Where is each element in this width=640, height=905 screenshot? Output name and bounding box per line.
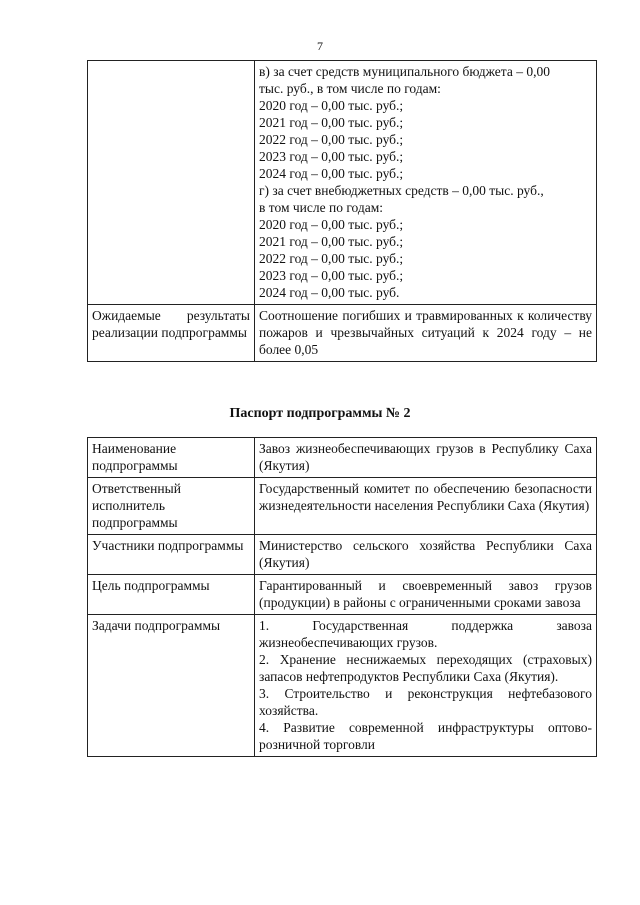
funding-line: 2024 год – 0,00 тыс. руб.; <box>259 166 404 181</box>
results-value: Соотношение погибших и травмированных к количеству пожаров и чрезвычайных ситуаций к 2024 году – не более 0,05 <box>255 305 597 362</box>
funding-line: 2023 год – 0,00 тыс. руб.; <box>259 149 404 164</box>
funding-line: 2022 год – 0,00 тыс. руб.; <box>259 251 404 266</box>
task-item: 4. Развитие современной инфраструктуры оптово-розничной торговли <box>259 720 592 752</box>
table-row <box>88 478 597 535</box>
section-heading: Паспорт подпрограммы № 2 <box>229 406 411 421</box>
funding-line: тыс. руб., в том числе по годам: <box>259 81 441 96</box>
funding-line: г) за счет внебюджетных средств – 0,00 тыс. руб., <box>259 183 544 198</box>
funding-line: 2021 год – 0,00 тыс. руб.; <box>259 234 404 249</box>
page-number: 7 <box>317 39 323 53</box>
funding-line: в том числе по годам: <box>259 200 384 215</box>
funding-line: в) за счет средств муниципального бюджета – 0,00 <box>259 64 550 79</box>
funding-line: 2020 год – 0,00 тыс. руб.; <box>259 217 404 232</box>
row-value: Гарантированный и своевременный завоз грузов (продукции) в районы с ограниченными сроками завоза <box>255 575 597 615</box>
funding-line: 2021 год – 0,00 тыс. руб.; <box>259 115 404 130</box>
row-value: Министерство сельского хозяйства Республики Саха (Якутия) <box>255 535 597 575</box>
funding-line: 2024 год – 0,00 тыс. руб. <box>259 285 400 300</box>
funding-label-cell <box>88 61 255 305</box>
funding-line: 2020 год – 0,00 тыс. руб.; <box>259 98 404 113</box>
row-label: Цель подпрограммы <box>88 575 255 615</box>
task-item: 2. Хранение неснижаемых переходящих (страховых) запасов нефтепродуктов Республики Саха (Якутия). <box>259 652 592 684</box>
task-item: 3. Строительство и реконструкция нефтебазового хозяйства. <box>259 686 592 718</box>
funding-line: 2022 год – 0,00 тыс. руб.; <box>259 132 404 147</box>
table-row <box>88 615 597 757</box>
tasks-cell <box>255 615 597 757</box>
row-label: Ответственный исполнитель подпрограммы <box>88 478 255 535</box>
task-item: 1. Государственная поддержка завоза жизнеобеспечивающих грузов. <box>259 618 592 650</box>
tasks-label: Задачи подпрограммы <box>88 615 255 757</box>
table-row <box>88 438 597 478</box>
table-row <box>88 535 597 575</box>
funding-cell <box>255 61 597 305</box>
table-row <box>88 61 597 305</box>
table-row <box>88 575 597 615</box>
results-label: Ожидаемые результаты реализации подпрограммы <box>88 305 255 362</box>
funding-line: 2023 год – 0,00 тыс. руб.; <box>259 268 404 283</box>
row-value: Завоз жизнеобеспечивающих грузов в Республику Саха (Якутия) <box>255 438 597 478</box>
subprogram-1-passport-continuation-table <box>87 60 597 362</box>
subprogram-2-passport-table <box>87 437 597 757</box>
row-label: Участники подпрограммы <box>88 535 255 575</box>
table-row <box>88 305 597 362</box>
row-label: Наименование подпрограммы <box>88 438 255 478</box>
row-value: Государственный комитет по обеспечению безопасности жизнедеятельности населения Республики Саха (Якутия) <box>255 478 597 535</box>
